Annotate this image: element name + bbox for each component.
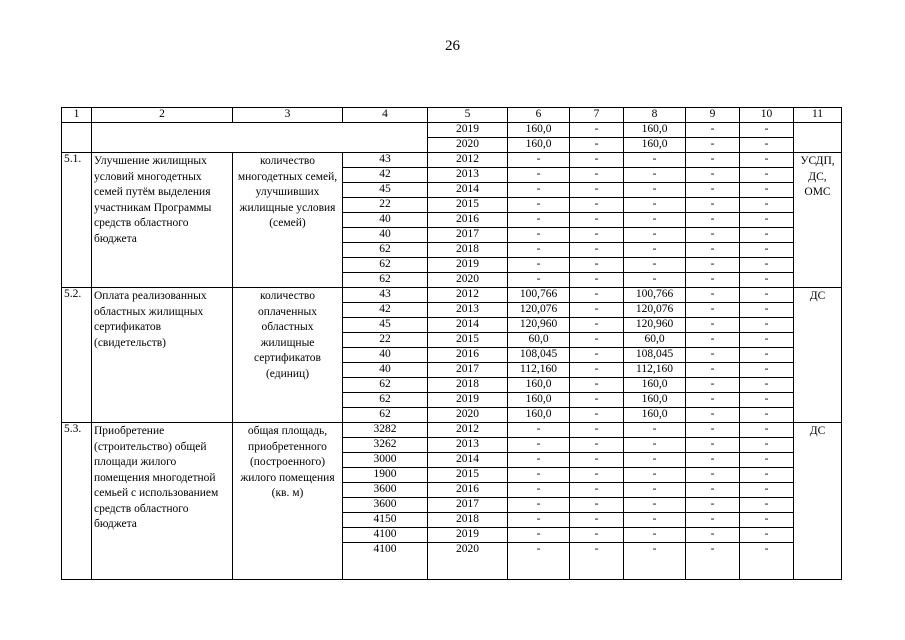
year-cell: 2016 (428, 348, 508, 363)
federal-budget-cell: - (570, 528, 624, 543)
funding-total-cell: 160,0 (508, 123, 570, 138)
target-value-cell: 62 (343, 378, 428, 393)
regional-budget-cell: - (624, 153, 686, 168)
target-value-cell: 40 (343, 348, 428, 363)
federal-budget-cell: - (570, 333, 624, 348)
federal-budget-cell: - (570, 363, 624, 378)
measure-name: Приобретение (строительство) общей площади жилого помещения многодетной семьей с использованием средств областного бюджета (92, 423, 233, 580)
header-cell: 10 (740, 108, 794, 123)
federal-budget-cell: - (570, 183, 624, 198)
header-cell: 8 (624, 108, 686, 123)
year-cell: 2019 (428, 258, 508, 273)
year-cell: 2012 (428, 153, 508, 168)
federal-budget-cell: - (570, 288, 624, 303)
header-cell: 5 (428, 108, 508, 123)
target-value-cell: 62 (343, 408, 428, 423)
local-budget-cell: - (686, 483, 740, 498)
header-row (62, 108, 842, 123)
funding-total-cell: - (508, 213, 570, 228)
regional-budget-cell: - (624, 168, 686, 183)
local-budget-cell: - (686, 543, 740, 580)
empty-cell (62, 123, 92, 153)
regional-budget-cell: - (624, 468, 686, 483)
funding-total-cell: 160,0 (508, 393, 570, 408)
year-cell: 2020 (428, 273, 508, 288)
other-sources-cell: - (740, 183, 794, 198)
target-value-cell: 4100 (343, 528, 428, 543)
federal-budget-cell: - (570, 153, 624, 168)
funding-total-cell: 108,045 (508, 348, 570, 363)
funding-total-cell: - (508, 483, 570, 498)
year-cell: 2017 (428, 498, 508, 513)
target-value-cell: 40 (343, 213, 428, 228)
year-cell: 2014 (428, 318, 508, 333)
local-budget-cell: - (686, 153, 740, 168)
other-sources-cell: - (740, 198, 794, 213)
table-row (62, 423, 842, 438)
funding-total-cell: - (508, 513, 570, 528)
local-budget-cell: - (686, 198, 740, 213)
other-sources-cell: - (740, 393, 794, 408)
federal-budget-cell: - (570, 483, 624, 498)
table-row (62, 123, 842, 138)
funding-total-cell: 160,0 (508, 408, 570, 423)
year-cell: 2020 (428, 138, 508, 153)
other-sources-cell: - (740, 213, 794, 228)
local-budget-cell: - (686, 468, 740, 483)
federal-budget-cell: - (570, 423, 624, 438)
header-cell: 3 (233, 108, 343, 123)
federal-budget-cell: - (570, 243, 624, 258)
federal-budget-cell: - (570, 228, 624, 243)
other-sources-cell: - (740, 408, 794, 423)
local-budget-cell: - (686, 318, 740, 333)
executor-cell: ДС (794, 423, 842, 580)
local-budget-cell: - (686, 243, 740, 258)
other-sources-cell: - (740, 498, 794, 513)
funding-total-cell: - (508, 153, 570, 168)
regional-budget-cell: - (624, 183, 686, 198)
other-sources-cell: - (740, 423, 794, 438)
federal-budget-cell: - (570, 123, 624, 138)
regional-budget-cell: - (624, 453, 686, 468)
year-cell: 2019 (428, 528, 508, 543)
header-cell: 7 (570, 108, 624, 123)
funding-total-cell: - (508, 543, 570, 580)
local-budget-cell: - (686, 303, 740, 318)
other-sources-cell: - (740, 258, 794, 273)
federal-budget-cell: - (570, 378, 624, 393)
funding-total-cell: - (508, 183, 570, 198)
local-budget-cell: - (686, 183, 740, 198)
regional-budget-cell: 160,0 (624, 138, 686, 153)
other-sources-cell: - (740, 243, 794, 258)
measure-name: Оплата реализованных областных жилищных сертификатов (свидетельств) (92, 288, 233, 423)
year-cell: 2017 (428, 363, 508, 378)
regional-budget-cell: - (624, 423, 686, 438)
local-budget-cell: - (686, 273, 740, 288)
regional-budget-cell: - (624, 213, 686, 228)
other-sources-cell: - (740, 348, 794, 363)
year-cell: 2019 (428, 393, 508, 408)
target-value-cell: 62 (343, 273, 428, 288)
local-budget-cell: - (686, 498, 740, 513)
header-cell: 11 (794, 108, 842, 123)
local-budget-cell: - (686, 528, 740, 543)
target-value-cell: 3000 (343, 453, 428, 468)
data-table (61, 107, 842, 580)
funding-total-cell: - (508, 243, 570, 258)
federal-budget-cell: - (570, 393, 624, 408)
year-cell: 2020 (428, 543, 508, 580)
section-number: 5.2. (62, 288, 92, 423)
page-number: 26 (445, 38, 460, 54)
federal-budget-cell: - (570, 213, 624, 228)
header-cell: 2 (92, 108, 233, 123)
regional-budget-cell: 160,0 (624, 123, 686, 138)
funding-total-cell: - (508, 423, 570, 438)
regional-budget-cell: 160,0 (624, 393, 686, 408)
executor-cell: ДС (794, 288, 842, 423)
regional-budget-cell: - (624, 243, 686, 258)
year-cell: 2013 (428, 303, 508, 318)
target-value-cell: 3600 (343, 498, 428, 513)
federal-budget-cell: - (570, 303, 624, 318)
other-sources-cell: - (740, 483, 794, 498)
year-cell: 2015 (428, 333, 508, 348)
measure-name: Улучшение жилищных условий многодетных семей путём выделения участникам Программы средств областного бюджета (92, 153, 233, 288)
table-body (62, 108, 842, 580)
target-value-cell: 3600 (343, 483, 428, 498)
year-cell: 2015 (428, 468, 508, 483)
other-sources-cell: - (740, 378, 794, 393)
local-budget-cell: - (686, 393, 740, 408)
other-sources-cell: - (740, 453, 794, 468)
local-budget-cell: - (686, 453, 740, 468)
federal-budget-cell: - (570, 273, 624, 288)
other-sources-cell: - (740, 543, 794, 580)
year-cell: 2018 (428, 513, 508, 528)
funding-total-cell: - (508, 228, 570, 243)
local-budget-cell: - (686, 348, 740, 363)
federal-budget-cell: - (570, 468, 624, 483)
table-row (62, 288, 842, 303)
funding-total-cell: - (508, 468, 570, 483)
year-cell: 2015 (428, 198, 508, 213)
regional-budget-cell: - (624, 483, 686, 498)
header-cell: 6 (508, 108, 570, 123)
funding-total-cell: - (508, 453, 570, 468)
header-cell: 9 (686, 108, 740, 123)
other-sources-cell: - (740, 468, 794, 483)
target-value-cell: 62 (343, 258, 428, 273)
local-budget-cell: - (686, 228, 740, 243)
year-cell: 2019 (428, 123, 508, 138)
other-sources-cell: - (740, 153, 794, 168)
other-sources-cell: - (740, 513, 794, 528)
table-row (62, 153, 842, 168)
federal-budget-cell: - (570, 453, 624, 468)
local-budget-cell: - (686, 168, 740, 183)
target-value-cell: 3282 (343, 423, 428, 438)
target-value-cell: 4100 (343, 543, 428, 580)
other-sources-cell: - (740, 138, 794, 153)
indicator-name: количество оплаченных областных жилищные сертификатов (единиц) (233, 288, 343, 423)
funding-total-cell: 112,160 (508, 363, 570, 378)
other-sources-cell: - (740, 288, 794, 303)
year-cell: 2013 (428, 438, 508, 453)
funding-total-cell: 160,0 (508, 378, 570, 393)
funding-total-cell: 120,960 (508, 318, 570, 333)
local-budget-cell: - (686, 258, 740, 273)
regional-budget-cell: 120,076 (624, 303, 686, 318)
funding-total-cell: - (508, 273, 570, 288)
funding-total-cell: - (508, 498, 570, 513)
regional-budget-cell: 160,0 (624, 378, 686, 393)
federal-budget-cell: - (570, 318, 624, 333)
year-cell: 2013 (428, 168, 508, 183)
federal-budget-cell: - (570, 168, 624, 183)
target-value-cell: 40 (343, 363, 428, 378)
local-budget-cell: - (686, 513, 740, 528)
target-value-cell: 22 (343, 198, 428, 213)
target-value-cell: 45 (343, 318, 428, 333)
other-sources-cell: - (740, 273, 794, 288)
funding-total-cell: - (508, 528, 570, 543)
regional-budget-cell: - (624, 198, 686, 213)
year-cell: 2020 (428, 408, 508, 423)
header-cell: 4 (343, 108, 428, 123)
funding-total-cell: - (508, 438, 570, 453)
executor-cell: УСДП, ДС, ОМС (794, 153, 842, 288)
regional-budget-cell: 120,960 (624, 318, 686, 333)
federal-budget-cell: - (570, 258, 624, 273)
local-budget-cell: - (686, 138, 740, 153)
target-value-cell: 43 (343, 288, 428, 303)
federal-budget-cell: - (570, 543, 624, 580)
year-cell: 2012 (428, 423, 508, 438)
regional-budget-cell: - (624, 438, 686, 453)
other-sources-cell: - (740, 228, 794, 243)
funding-total-cell: - (508, 258, 570, 273)
federal-budget-cell: - (570, 513, 624, 528)
year-cell: 2014 (428, 453, 508, 468)
empty-cell (794, 123, 842, 153)
federal-budget-cell: - (570, 138, 624, 153)
local-budget-cell: - (686, 213, 740, 228)
funding-total-cell: - (508, 168, 570, 183)
regional-budget-cell: - (624, 528, 686, 543)
federal-budget-cell: - (570, 438, 624, 453)
funding-total-cell: - (508, 198, 570, 213)
indicator-name: количество многодетных семей, улучшивших жилищные условия (семей) (233, 153, 343, 288)
other-sources-cell: - (740, 303, 794, 318)
other-sources-cell: - (740, 318, 794, 333)
federal-budget-cell: - (570, 198, 624, 213)
local-budget-cell: - (686, 288, 740, 303)
target-value-cell: 62 (343, 243, 428, 258)
local-budget-cell: - (686, 408, 740, 423)
other-sources-cell: - (740, 333, 794, 348)
local-budget-cell: - (686, 438, 740, 453)
target-value-cell: 42 (343, 168, 428, 183)
other-sources-cell: - (740, 363, 794, 378)
regional-budget-cell: 108,045 (624, 348, 686, 363)
regional-budget-cell: 100,766 (624, 288, 686, 303)
year-cell: 2012 (428, 288, 508, 303)
other-sources-cell: - (740, 123, 794, 138)
indicator-name: общая площадь, приобретенного (построенного) жилого помещения (кв. м) (233, 423, 343, 580)
regional-budget-cell: 160,0 (624, 408, 686, 423)
target-value-cell: 1900 (343, 468, 428, 483)
target-value-cell: 22 (343, 333, 428, 348)
local-budget-cell: - (686, 363, 740, 378)
year-cell: 2014 (428, 183, 508, 198)
target-value-cell: 4150 (343, 513, 428, 528)
year-cell: 2017 (428, 228, 508, 243)
federal-budget-cell: - (570, 408, 624, 423)
target-value-cell: 45 (343, 183, 428, 198)
funding-total-cell: 60,0 (508, 333, 570, 348)
regional-budget-cell: - (624, 543, 686, 580)
regional-budget-cell: 60,0 (624, 333, 686, 348)
year-cell: 2018 (428, 243, 508, 258)
target-value-cell: 3262 (343, 438, 428, 453)
regional-budget-cell: 112,160 (624, 363, 686, 378)
other-sources-cell: - (740, 528, 794, 543)
regional-budget-cell: - (624, 513, 686, 528)
local-budget-cell: - (686, 123, 740, 138)
other-sources-cell: - (740, 438, 794, 453)
section-number: 5.1. (62, 153, 92, 288)
federal-budget-cell: - (570, 498, 624, 513)
regional-budget-cell: - (624, 258, 686, 273)
target-value-cell: 40 (343, 228, 428, 243)
federal-budget-cell: - (570, 348, 624, 363)
funding-total-cell: 100,766 (508, 288, 570, 303)
target-value-cell: 42 (343, 303, 428, 318)
regional-budget-cell: - (624, 498, 686, 513)
regional-budget-cell: - (624, 273, 686, 288)
empty-cell (92, 123, 428, 153)
header-cell: 1 (62, 108, 92, 123)
year-cell: 2016 (428, 483, 508, 498)
local-budget-cell: - (686, 333, 740, 348)
funding-total-cell: 160,0 (508, 138, 570, 153)
regional-budget-cell: - (624, 228, 686, 243)
local-budget-cell: - (686, 423, 740, 438)
funding-total-cell: 120,076 (508, 303, 570, 318)
target-value-cell: 43 (343, 153, 428, 168)
year-cell: 2018 (428, 378, 508, 393)
local-budget-cell: - (686, 378, 740, 393)
section-number: 5.3. (62, 423, 92, 580)
target-value-cell: 62 (343, 393, 428, 408)
year-cell: 2016 (428, 213, 508, 228)
other-sources-cell: - (740, 168, 794, 183)
